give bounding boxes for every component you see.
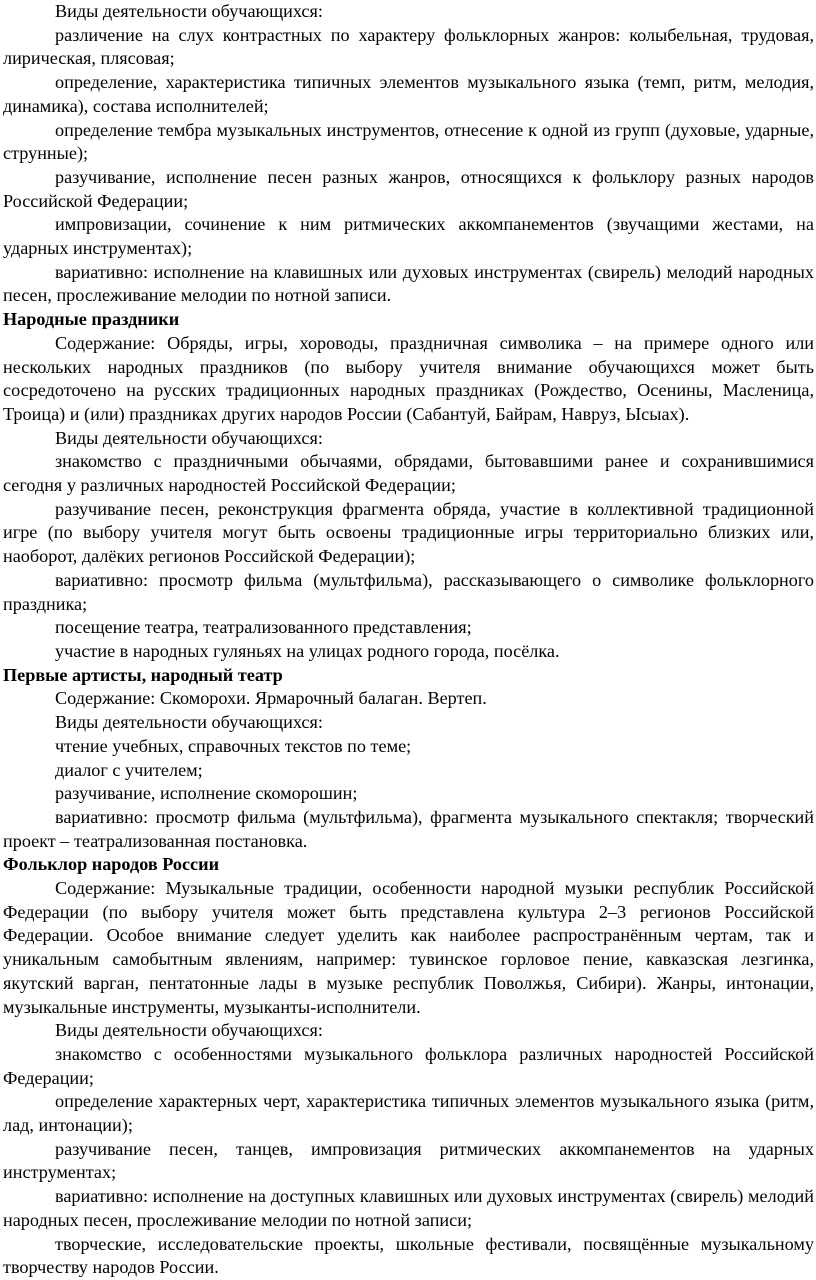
- paragraph: Виды деятельности обучающихся:: [55, 1020, 323, 1041]
- paragraph: вариативно: исполнение на доступных клавишных или духовых инструментах (свирель) мелодий народных песен, прослеживание мелодии по нотной записи;: [3, 1186, 814, 1230]
- paragraph: вариативно: просмотр фильма (мультфильма), фрагмента музыкального спектакля; творческий проект – театрализованная постановка.: [3, 806, 814, 851]
- paragraph: знакомство с особенностями музыкального фольклора различных народностей Российской Федерации;: [3, 1043, 814, 1088]
- paragraph: разучивание, исполнение песен разных жанров, относящихся к фольклору разных народов Российской Федерации;: [3, 166, 814, 211]
- paragraph: чтение учебных, справочных текстов по теме;: [55, 735, 412, 756]
- section-heading: Фольклор народов России: [3, 854, 220, 875]
- section-folklore-of-russia: [3, 853, 814, 1280]
- paragraph: творческие, исследовательские проекты, школьные фестивали, посвящённые музыкальному творчеству народов России.: [3, 1233, 814, 1278]
- paragraph: вариативно: просмотр фильма (мультфильма), рассказывающего о символике фольклорного праздника;: [3, 569, 814, 614]
- paragraph: Содержание: Скоморохи. Ярмарочный балаган. Вертеп.: [55, 688, 487, 709]
- paragraph: посещение театра, театрализованного представления;: [55, 617, 472, 638]
- paragraph: разучивание песен, реконструкция фрагмента обряда, участие в коллективной традиционной игре (по выбору учителя могут быть освоены традиционные игры территориально близких или, наоборот, далёких регионов Российской Федерации);: [3, 498, 814, 567]
- paragraph: диалог с учителем;: [55, 759, 203, 780]
- section-heading: Народные праздники: [3, 309, 180, 330]
- paragraph: Содержание: Музыкальные традиции, особенности народной музыки республик Российской Федерации (по выбору учителя может быть представлена культура 2–3 регионов Российской Федерации. Особое внимание следует уделить как наиболее распространённым чертам, так и уникальным самобытным явлениям, например: тувинское горловое пение, кавказская лезгинка, якутский варган, пентатонные лады в музыке республик Поволжья, Сибири). Жанры, интонации, музыкальные инструменты, музыканты-исполнители.: [3, 878, 814, 1017]
- section-heading: Первые артисты, народный театр: [3, 664, 283, 685]
- paragraph: разучивание песен, танцев, импровизация ритмических аккомпанементов на ударных инструментах;: [3, 1138, 814, 1183]
- paragraph: импровизации, сочинение к ним ритмических аккомпанементов (звучащими жестами, на ударных инструментах);: [3, 214, 814, 259]
- paragraph: определение характерных черт, характеристика типичных элементов музыкального языка (ритм, лад, интонации);: [3, 1091, 814, 1136]
- paragraph: Виды деятельности обучающихся:: [55, 1, 323, 21]
- paragraph: участие в народных гуляньях на улицах родного города, посёлка.: [55, 640, 560, 661]
- paragraph: определение тембра музыкальных инструментов, отнесение к одной из групп (духовые, ударные, струнные);: [3, 119, 814, 164]
- paragraph: вариативно: исполнение на клавишных или духовых инструментах (свирель) мелодий народных песен, прослеживание мелодии по нотной записи.: [3, 261, 814, 306]
- paragraph: определение, характеристика типичных элементов музыкального языка (темп, ритм, мелодия, динамика), состава исполнителей;: [3, 72, 814, 116]
- section-continuation: [3, 0, 814, 308]
- paragraph: знакомство с праздничными обычаями, обрядами, бытовавшими ранее и сохранившимися сегодня у различных народностей Российской Федерации;: [3, 451, 814, 496]
- paragraph: разучивание, исполнение скоморошин;: [55, 783, 358, 804]
- section-first-artists: [3, 664, 814, 854]
- paragraph: Виды деятельности обучающихся:: [55, 712, 323, 733]
- paragraph: различение на слух контрастных по характеру фольклорных жанров: колыбельная, трудовая, лирическая, плясовая;: [3, 24, 814, 69]
- section-folk-holidays: [3, 308, 814, 664]
- paragraph: Виды деятельности обучающихся:: [55, 427, 323, 448]
- paragraph: Содержание: Обряды, игры, хороводы, праздничная символика – на примере одного или нескольких народных праздников (по выбору учителя внимание обучающихся может быть сосредоточено на русских традиционных народных праздниках (Рождество, Осенины, Масленица, Троица) и (или) праздниках других народов России (Сабантуй, Байрам, Навруз, Ысыах).: [3, 332, 814, 424]
